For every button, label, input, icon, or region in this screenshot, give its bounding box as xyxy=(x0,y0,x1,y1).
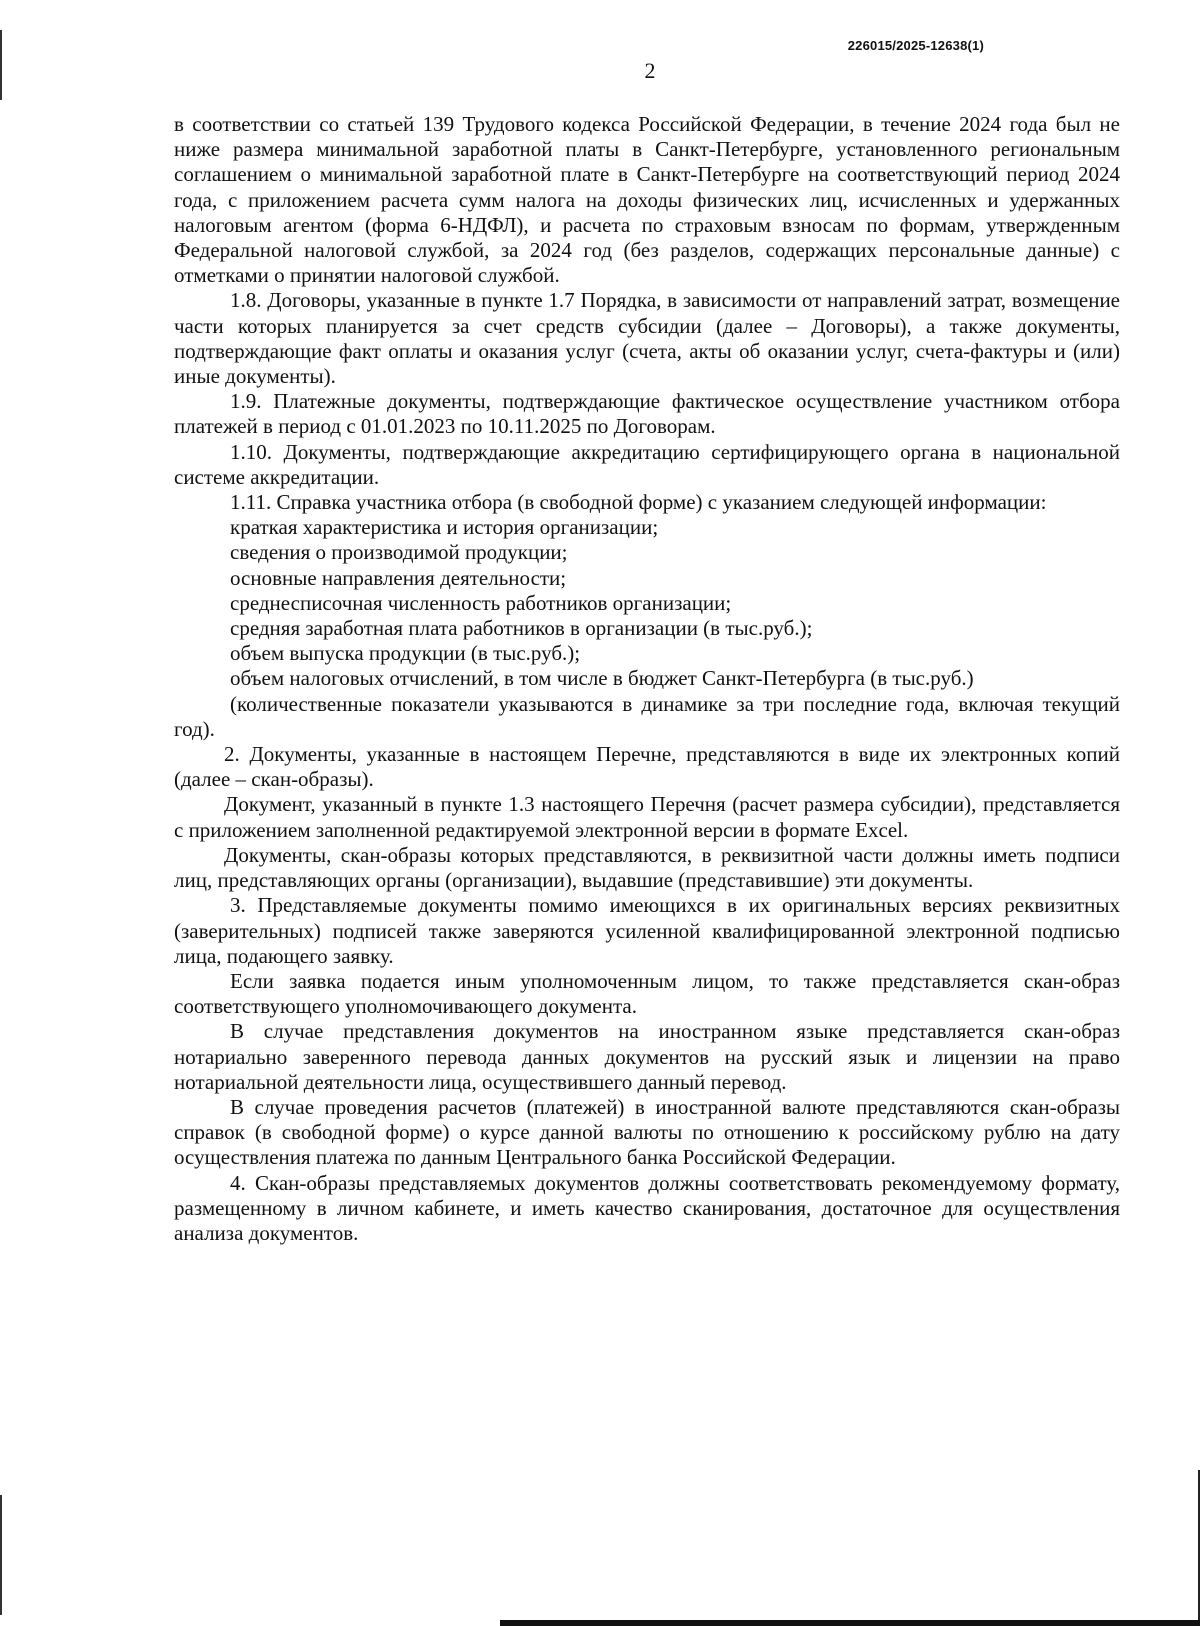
paragraph-foreign-language: В случае представления документов на иностранном языке представляется скан-образ нотариально заверенного перевода данных документов на русский язык и лицензии на право нотариальной деятельности лица, осуществившего данный перевод. xyxy=(174,1019,1120,1094)
paragraph-3: 3. Представляемые документы помимо имеющихся в их оригинальных версиях реквизитных (заверительных) подписей также заверяются усиленной квалифицированной электронной подписью лица, подающего заявку. xyxy=(174,893,1120,968)
list-item: объем выпуска продукции (в тыс.руб.); xyxy=(230,641,581,666)
document-body xyxy=(174,112,1120,1246)
page-number: 2 xyxy=(644,58,656,83)
list-item: среднесписочная численность работников организации; xyxy=(230,590,732,615)
paragraph-signatures: Документы, скан-образы которых представляются, в реквизитной части должны иметь подписи лиц, представляющих органы (организации), выдавшие (представившие) эти документы. xyxy=(174,842,1120,893)
paragraph-excel: Документ, указанный в пункте 1.3 настоящего Перечня (расчет размера субсидии), представляется с приложением заполненной редактируемой электронной версии в формате Excel. xyxy=(174,792,1120,842)
list-item: основные направления деятельности; xyxy=(230,565,567,590)
list-item: краткая характеристика и история организации; xyxy=(230,515,659,540)
paragraph-2: 2. Документы, указанные в настоящем Перечне, представляются в виде их электронных копий (далее – скан-образы). xyxy=(174,742,1120,792)
paragraph-note: (количественные показатели указываются в динамике за три последние года, включая текущий год). xyxy=(174,691,1120,741)
scan-edge-mark xyxy=(0,1495,2,1615)
paragraph-1-11: 1.11. Справка участника отбора (в свободной форме) с указанием следующей информации: xyxy=(230,490,1047,515)
paragraph-1-9: 1.9. Платежные документы, подтверждающие фактическое осуществление участником отбора платежей в период с 01.01.2023 по 10.11.2025 по Договорам. xyxy=(174,389,1120,439)
paragraph-4: 4. Скан-образы представляемых документов должны соответствовать рекомендуемому формату, размещенному в личном кабинете, и иметь качество сканирования, достаточное для осуществления анализа документов. xyxy=(174,1170,1120,1245)
scan-bottom-band xyxy=(500,1620,1200,1626)
paragraph-1-8: 1.8. Договоры, указанные в пункте 1.7 Порядка, в зависимости от направлений затрат, возмещение части которых планируется за счет средств субсидии (далее – Договоры), а также документы, подтверждающие факт оплаты и оказания услуг (счета, акты об оказании услуг, счета-фактуры и (или) иные документы). xyxy=(174,288,1120,389)
list-item: средняя заработная плата работников в организации (в тыс.руб.); xyxy=(230,616,813,641)
list-item: сведения о производимой продукции; xyxy=(230,540,568,565)
list-item: объем налоговых отчислений, в том числе в бюджет Санкт-Петербурга (в тыс.руб.) xyxy=(230,666,974,691)
paragraph-1-10: 1.10. Документы, подтверждающие аккредитацию сертифицирующего органа в национальной системе аккредитации. xyxy=(174,439,1120,489)
paragraph-foreign-currency: В случае проведения расчетов (платежей) в иностранной валюте представляются скан-образы справок (в свободной форме) о курсе данной валюты по отношению к российскому рублю на дату осуществления платежа по данным Центрального банка Российской Федерации. xyxy=(174,1094,1120,1170)
paragraph-continuation: в соответствии со статьей 139 Трудового кодекса Российской Федерации, в течение 2024 года был не ниже размера минимальной заработной платы в Санкт-Петербурге, установленного региональным соглашением о минимальной заработной плате в Санкт-Петербурге на соответствующий период 2024 года, с приложением расчета сумм налога на доходы физических лиц, исчисленных и удержанных налоговым агентом (форма 6-НДФЛ), и расчета по страховым взносам по формам, утвержденным Федеральной налоговой службой, за 2024 год (без разделов, содержащих персональные данные) с отметками о принятии налоговой службой. xyxy=(174,112,1120,288)
paragraph-authorized: Если заявка подается иным уполномоченным лицом, то также представляется скан-образ соответствующего уполномочивающего документа. xyxy=(174,968,1120,1019)
document-id: 226015/2025-12638(1) xyxy=(847,38,984,53)
